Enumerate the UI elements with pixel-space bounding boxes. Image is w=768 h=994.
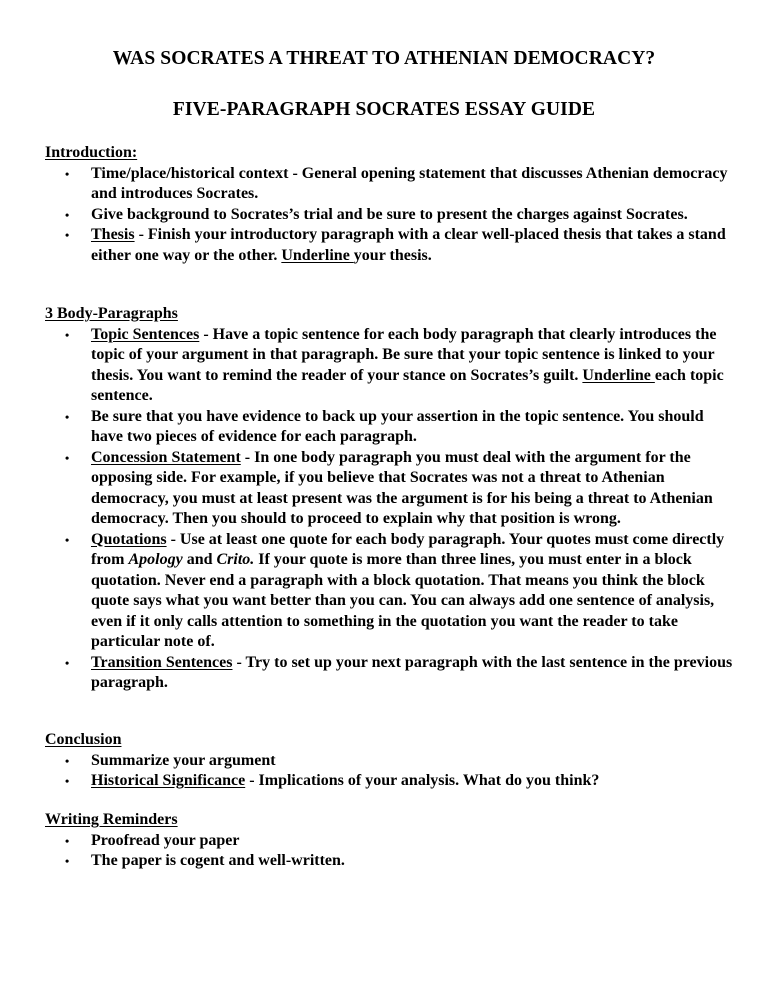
transition-sentences-label: Transition Sentences xyxy=(91,653,233,671)
item-text: Time/place/historical context - General opening statement that discusses Athenian democracy and introduces Socrates. xyxy=(91,164,728,202)
historical-significance-label: Historical Significance xyxy=(91,772,246,789)
bullet-icon: • xyxy=(65,166,70,181)
list-item xyxy=(45,831,735,852)
item-text: each topic sentence. xyxy=(91,366,724,404)
introduction-list xyxy=(45,164,735,267)
item-text: The paper is cogent and well-written. xyxy=(91,852,345,869)
document-title: WAS SOCRATES A THREAT TO ATHENIAN DEMOCRACY? xyxy=(112,48,656,69)
list-item xyxy=(45,325,735,407)
item-text: Proofread your paper xyxy=(91,831,240,849)
conclusion-section xyxy=(45,730,735,792)
concession-statement-label: Concession Statement xyxy=(91,448,241,466)
item-text: - Have a topic sentence for each body paragraph that clearly introduces the topic of your argument in that paragraph. Be sure that your topic sentence is linked to your thesis. You want to remind the reader of your stance on Socrates’s guilt. xyxy=(91,325,717,384)
body-heading: 3 Body-Paragraphs xyxy=(45,305,178,322)
conclusion-heading: Conclusion xyxy=(45,731,122,748)
item-text: - In one body paragraph you must deal with the argument for the opposing side. For example, if you believe that Socrates was not a threat to Athenian democracy, you must at least present was the argument is for his being a threat to Athenian democracy. Then you should to proceed to explain why that position is wrong. xyxy=(91,448,713,527)
underline-word: Underline xyxy=(582,366,655,384)
list-item xyxy=(45,771,735,792)
topic-sentences-label: Topic Sentences xyxy=(91,325,200,343)
bullet-icon: • xyxy=(65,833,70,848)
bullet-icon: • xyxy=(65,854,70,868)
quotations-label: Quotations xyxy=(91,530,167,548)
conclusion-list xyxy=(45,751,735,792)
writing-reminders-section xyxy=(45,810,735,872)
bullet-icon: • xyxy=(65,228,70,242)
list-item xyxy=(45,164,735,205)
bullet-icon: • xyxy=(65,655,70,670)
bullet-icon: • xyxy=(65,207,70,222)
list-item xyxy=(45,225,735,266)
item-text: and xyxy=(182,551,217,568)
body-paragraphs-section xyxy=(45,304,735,694)
list-item xyxy=(45,205,735,226)
list-item xyxy=(45,653,735,694)
list-item xyxy=(45,407,735,448)
list-item xyxy=(45,851,735,872)
introduction-heading: Introduction: xyxy=(45,144,138,161)
list-item xyxy=(45,751,735,772)
underline-word: Underline xyxy=(281,246,354,264)
item-text: - Use at least one quote for each body paragraph. Your quotes must come directly from xyxy=(91,530,725,568)
introduction-section xyxy=(45,143,735,266)
bullet-icon: • xyxy=(65,409,70,424)
bullet-icon: • xyxy=(65,774,70,788)
item-text: If your quote is more than three lines, you must enter in a block quotation. Never end a paragraph with a block quotation. That means you think the block quote says what you want better than you can. You can always add one sentence of analysis, even if it only calls attention to something in the quotation you want the reader to take particular note of. xyxy=(91,551,715,650)
body-list xyxy=(45,325,735,694)
item-text: your thesis. xyxy=(353,246,432,264)
bullet-icon: • xyxy=(65,532,70,547)
bullet-icon: • xyxy=(65,327,70,342)
writing-reminders-heading: Writing Reminders xyxy=(45,811,178,828)
item-text: Summarize your argument xyxy=(91,751,276,769)
list-item xyxy=(45,448,735,530)
crito-title: Crito. xyxy=(216,551,255,568)
item-text: - Implications of your analysis. What do you think? xyxy=(245,772,600,789)
item-text: - Finish your introductory paragraph with a clear well-placed thesis that takes a stand either one way or the other. xyxy=(91,226,726,264)
item-text: - Try to set up your next paragraph with the last sentence in the previous paragraph. xyxy=(91,653,733,691)
apology-title: Apology xyxy=(128,551,183,568)
document-subtitle: FIVE-PARAGRAPH SOCRATES ESSAY GUIDE xyxy=(172,99,596,120)
thesis-label: Thesis xyxy=(91,226,135,243)
bullet-icon: • xyxy=(65,753,70,768)
item-text: Give background to Socrates’s trial and be sure to present the charges against Socrates. xyxy=(91,205,688,223)
item-text: Be sure that you have evidence to back up your assertion in the topic sentence. You should have two pieces of evidence for each paragraph. xyxy=(91,407,704,445)
list-item xyxy=(45,530,735,653)
bullet-icon: • xyxy=(65,450,70,465)
writing-reminders-list xyxy=(45,831,735,872)
